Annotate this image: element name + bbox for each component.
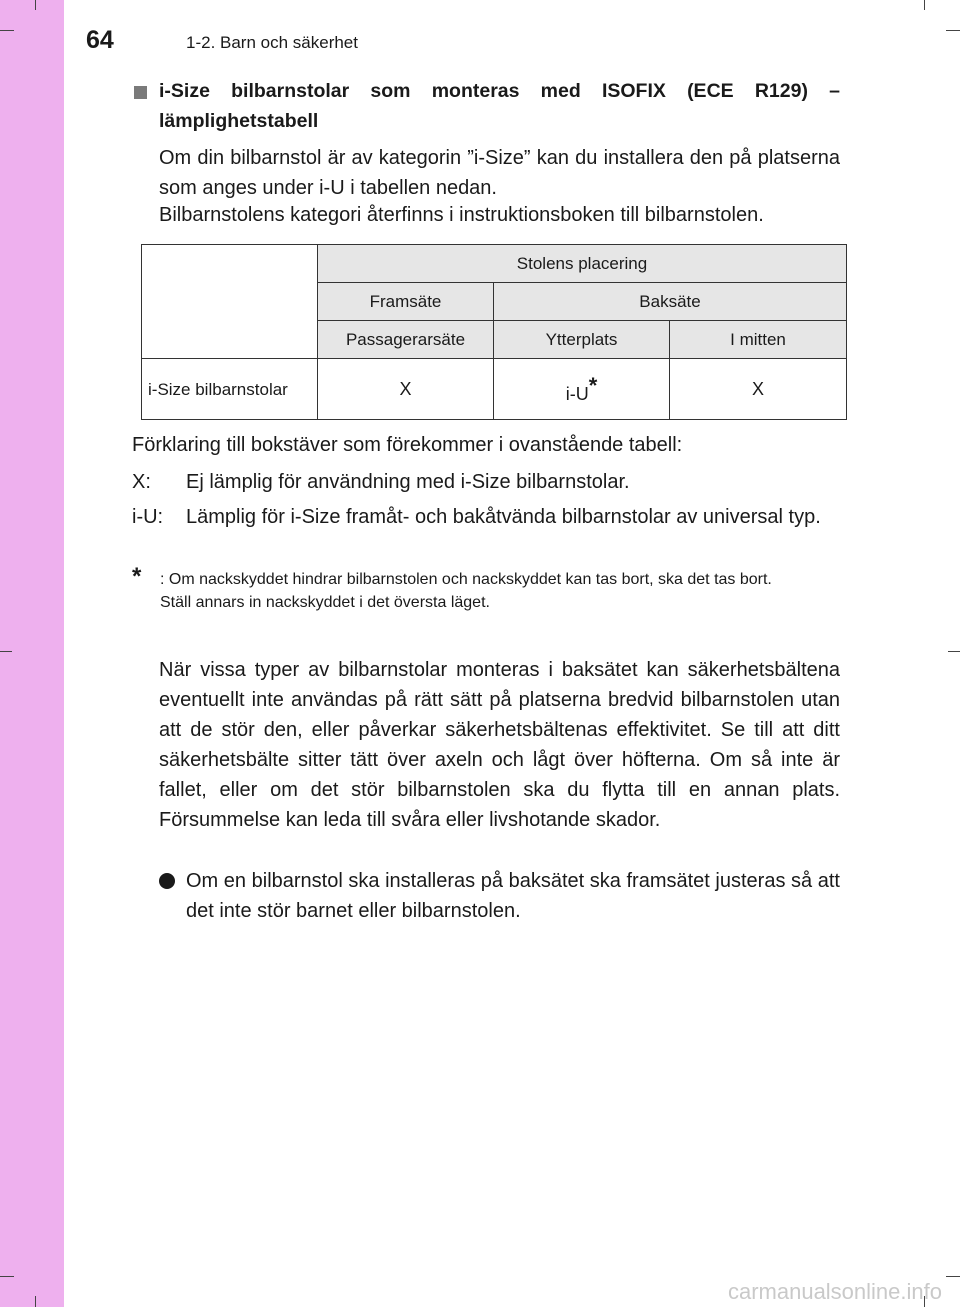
footnote-mark: *	[588, 373, 598, 398]
crop-mark	[35, 0, 36, 10]
body-paragraph: När vissa typer av bilbarnstolar monteras i baksätet kan säkerhetsbältena eventuellt inte användas på rätt sätt på platserna bredvid bilbarnstolen utan att de stör den, eller påverkar säkerhetsbältenas effektivitet. Se till att ditt säkerhetsbälte sitter tätt över axeln och lågt över höfterna. Om så inte är fallet, eller om det stör bilbarnstolen ska du flytta till en annan plats. Försummelse kan leda till svåra eller livshotande skador.	[159, 659, 840, 831]
square-bullet-icon	[134, 86, 147, 99]
explanation-lead: Förklaring till bokstäver som förekommer i ovanstående tabell:	[132, 434, 683, 456]
outer-seat-value-text: i-U	[565, 384, 589, 404]
definition-key: X:	[132, 471, 151, 493]
watermark: carmanualsonline.info	[727, 1279, 942, 1304]
bullet-text: Om en bilbarnstol ska installeras på baksätet ska framsätet justeras så att det inte stör barnet eller bilbarnstolen.	[186, 870, 840, 922]
crop-mark	[946, 1276, 960, 1277]
passenger-seat-value: X	[318, 359, 494, 420]
page-side-band	[0, 0, 64, 1307]
crop-mark	[0, 30, 14, 31]
middle-seat-header: I mitten	[670, 321, 847, 359]
crop-mark	[924, 0, 925, 10]
definition-iu	[132, 502, 840, 532]
passenger-seat-header: Passagerarsäte	[318, 321, 494, 359]
footnote-star: *	[132, 563, 142, 590]
definition-text: Ej lämplig för användning med i-Size bilbarnstolar.	[186, 471, 630, 493]
intro-paragraph: Om din bilbarnstol är av kategorin ”i-Size” kan du installera den på platserna som anges under i-U i tabellen nedan.	[159, 147, 840, 199]
footnote-text: : Om nackskyddet hindrar bilbarnstolen och nackskyddet kan tas bort, ska det tas bort.	[160, 571, 772, 588]
row-label: i-Size bilbarnstolar	[142, 359, 318, 420]
crop-mark	[946, 30, 960, 31]
crop-mark	[35, 1296, 36, 1307]
section-title: i-Size bilbarnstolar som monteras med ISOFIX (ECE R129) – lämplighetstabell	[159, 80, 840, 132]
definition-key: i-U:	[132, 506, 164, 528]
crop-mark	[0, 651, 12, 652]
outer-seat-header: Ytterplats	[494, 321, 670, 359]
middle-seat-value: X	[670, 359, 847, 420]
definition-x	[132, 467, 840, 497]
chapter-title: 1-2. Barn och säkerhet	[186, 33, 358, 52]
front-seat-header: Framsäte	[318, 283, 494, 321]
table-corner-cell	[142, 245, 318, 359]
definition-text: Lämplig för i-Size framåt- och bakåtvända bilbarnstolar av universal typ.	[186, 506, 821, 528]
intro-note: Bilbarnstolens kategori återfinns i instruktionsboken till bilbarnstolen.	[159, 204, 764, 226]
suitability-table	[141, 244, 847, 420]
crop-mark	[948, 651, 960, 652]
footnote-text-2: Ställ annars in nackskyddet i det översta läget.	[160, 594, 490, 611]
footnote	[132, 563, 840, 614]
outer-seat-value	[494, 359, 670, 420]
bullet-item	[159, 866, 840, 926]
section-heading	[132, 76, 840, 136]
page-number: 64	[86, 26, 114, 54]
seat-position-header: Stolens placering	[318, 245, 847, 283]
rear-seat-header: Baksäte	[494, 283, 847, 321]
crop-mark	[0, 1276, 14, 1277]
round-bullet-icon	[159, 873, 175, 889]
